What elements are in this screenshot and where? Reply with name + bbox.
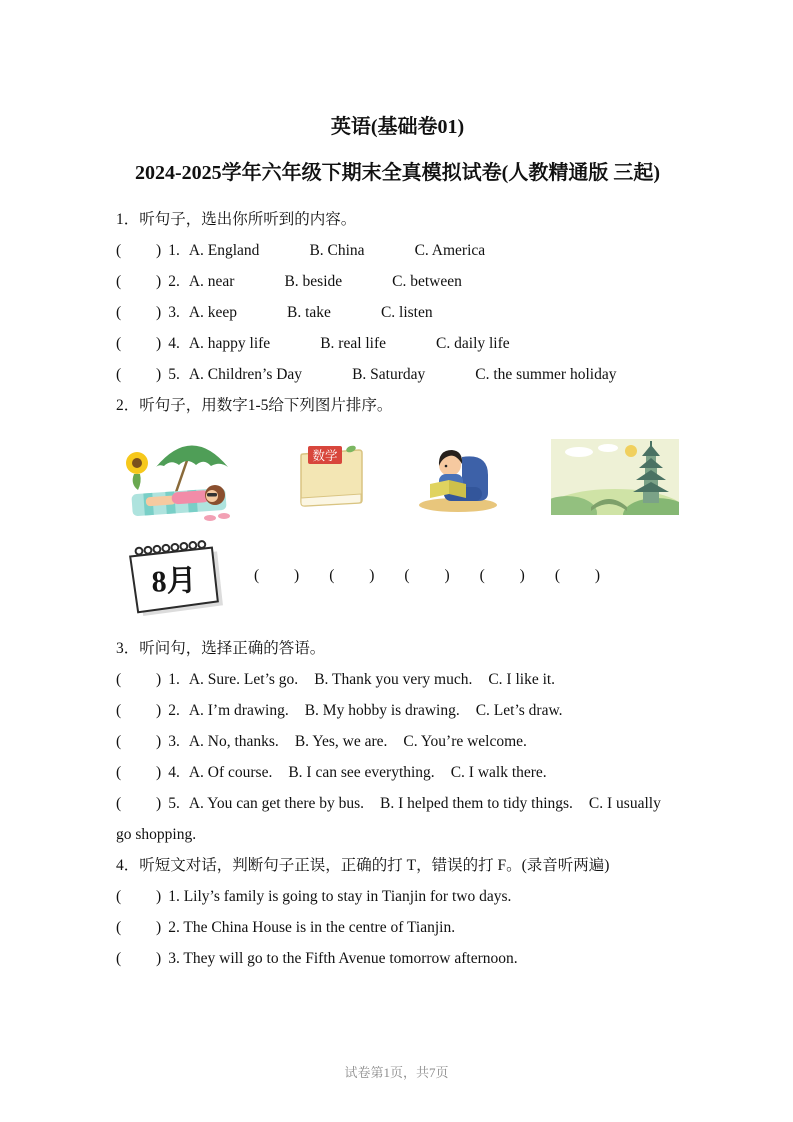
option-a: A. near xyxy=(188,273,235,290)
option-b: B. Thank you very much. xyxy=(314,671,473,688)
question-row xyxy=(116,695,679,726)
ordering-answer-brackets xyxy=(254,567,600,585)
question-row xyxy=(116,726,679,757)
question-number: 4. xyxy=(168,764,180,781)
option-c: C. daily life xyxy=(436,335,510,352)
august-calendar-image xyxy=(116,531,228,621)
question-number: 3. xyxy=(168,733,180,750)
option-a: A. You can get there by bus. xyxy=(188,795,365,812)
math-textbook-image xyxy=(291,444,367,510)
answer-bracket: ( ) xyxy=(116,950,162,967)
option-b: B. My hobby is drawing. xyxy=(304,702,460,719)
question-number: 1. xyxy=(168,242,180,259)
paper-title xyxy=(116,104,679,196)
question-row xyxy=(116,328,679,359)
statement-text: 3. They will go to the Fifth Avenue tomorrow afternoon. xyxy=(168,950,518,967)
question-number: 2. xyxy=(168,273,180,290)
true-false-row xyxy=(116,943,679,974)
question-number: 3. xyxy=(168,304,180,321)
option-c: C. I like it. xyxy=(488,671,556,688)
answer-bracket: ( ) xyxy=(116,702,162,719)
beach-vacation-image xyxy=(116,432,242,522)
answer-bracket: ( ) xyxy=(116,764,162,781)
option-a: A. Children’s Day xyxy=(188,366,303,383)
section-3-heading: 3．听问句，选择正确的答语。 xyxy=(116,640,326,657)
option-c: C. the summer holiday xyxy=(475,366,617,383)
option-b: B. take xyxy=(287,304,331,321)
pagoda-landscape-image xyxy=(551,439,679,515)
picture-ordering-images xyxy=(116,431,679,523)
option-b: B. beside xyxy=(284,273,343,290)
answer-bracket: ( ) xyxy=(404,567,450,584)
option-c: C. I usually go shopping. xyxy=(116,795,661,843)
option-b: B. China xyxy=(309,242,365,259)
option-b: B. I helped them to tidy things. xyxy=(380,795,573,812)
section-4-heading: 4．听短文对话，判断句子正误，正确的打 T，错误的打 F。(录音听两遍) xyxy=(116,857,610,874)
answer-bracket: ( ) xyxy=(116,335,162,352)
question-number: 4. xyxy=(168,335,180,352)
option-c: C. America xyxy=(414,242,486,259)
answer-bracket: ( ) xyxy=(116,242,162,259)
answer-bracket: ( ) xyxy=(116,888,162,905)
answer-bracket: ( ) xyxy=(116,273,162,290)
question-row xyxy=(116,359,679,390)
statement-text: 1. Lily’s family is going to stay in Tianjin for two days. xyxy=(168,888,512,905)
option-b: B. real life xyxy=(320,335,387,352)
paper-title-line2: 2024-2025学年六年级下期末全真模拟试卷(人教精通版 三起) xyxy=(135,162,660,184)
boy-reading-image xyxy=(416,441,502,513)
answer-bracket: ( ) xyxy=(116,795,162,812)
calendar-and-answer-brackets xyxy=(116,531,679,621)
option-a: A. Of course. xyxy=(188,764,273,781)
option-c: C. between xyxy=(392,273,462,290)
option-a: A. I’m drawing. xyxy=(188,702,289,719)
question-number: 5. xyxy=(168,366,180,383)
option-a: A. keep xyxy=(188,304,238,321)
paper-title-line1: 英语(基础卷01) xyxy=(330,116,465,138)
option-a: A. No, thanks. xyxy=(188,733,279,750)
section-2-heading: 2．听句子，用数字1-5给下列图片排序。 xyxy=(116,397,393,414)
question-number: 1. xyxy=(168,671,180,688)
statement-text: 2. The China House is in the centre of Tianjin. xyxy=(168,919,456,936)
option-b: B. I can see everything. xyxy=(288,764,435,781)
question-row xyxy=(116,297,679,328)
page-footer: 试卷第1页，共7页 xyxy=(344,1065,449,1080)
option-b: B. Saturday xyxy=(352,366,426,383)
question-row xyxy=(116,664,679,695)
answer-bracket: ( ) xyxy=(116,366,162,383)
option-b: B. Yes, we are. xyxy=(294,733,388,750)
option-a: A. Sure. Let’s go. xyxy=(188,671,299,688)
section-1-heading: 1．听句子，选出你所听到的内容。 xyxy=(116,211,357,228)
option-a: A. happy life xyxy=(188,335,271,352)
true-false-row xyxy=(116,912,679,943)
calendar-month-label: 8月 xyxy=(151,564,198,599)
answer-bracket: ( ) xyxy=(254,567,300,584)
question-row xyxy=(116,235,679,266)
answer-bracket: ( ) xyxy=(554,567,601,584)
math-book-label: 数学 xyxy=(312,449,338,463)
answer-bracket: ( ) xyxy=(479,567,525,584)
answer-bracket: ( ) xyxy=(116,671,162,688)
option-c: C. listen xyxy=(380,304,433,321)
answer-bracket: ( ) xyxy=(116,919,162,936)
question-row xyxy=(116,266,679,297)
answer-bracket: ( ) xyxy=(116,304,162,321)
question-row xyxy=(116,788,679,850)
question-row xyxy=(116,757,679,788)
option-c: C. Let’s draw. xyxy=(475,702,563,719)
answer-bracket: ( ) xyxy=(329,567,375,584)
question-number: 5. xyxy=(168,795,180,812)
true-false-row xyxy=(116,881,679,912)
option-c: C. You’re welcome. xyxy=(403,733,527,750)
option-c: C. I walk there. xyxy=(450,764,547,781)
question-number: 2. xyxy=(168,702,180,719)
option-a: A. England xyxy=(188,242,260,259)
answer-bracket: ( ) xyxy=(116,733,162,750)
